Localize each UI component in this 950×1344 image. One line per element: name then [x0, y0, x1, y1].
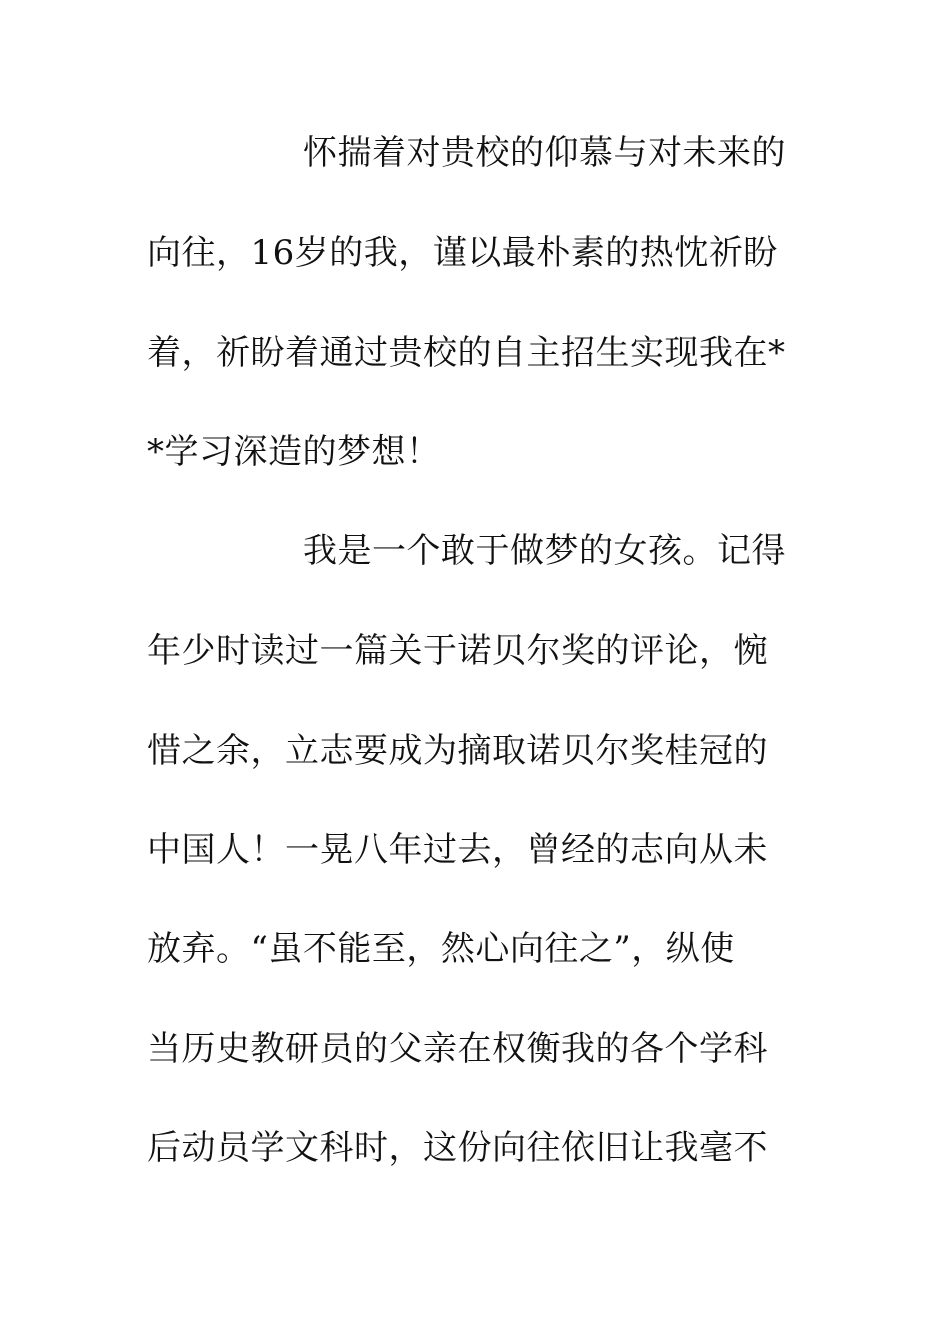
paragraph-1-line-4: *学习深造的梦想！ — [147, 432, 441, 472]
paragraph-2-line-2: 年少时读过一篇关于诺贝尔奖的评论，惋 — [147, 631, 768, 671]
paragraph-2-line-3: 惜之余，立志要成为摘取诺贝尔奖桂冠的 — [147, 731, 768, 771]
paragraph-2-line-7: 后动员学文科时，这份向往依旧让我毫不 — [147, 1128, 768, 1168]
paragraph-2-line-6: 当历史教研员的父亲在权衡我的各个学科 — [147, 1029, 768, 1069]
paragraph-2-line-4: 中国人！一晃八年过去，曾经的志向从未 — [147, 830, 768, 870]
paragraph-1-line-1: 怀揣着对贵校的仰慕与对未来的 — [303, 133, 786, 173]
paragraph-1-line-3: 着，祈盼着通过贵校的自主招生实现我在* — [147, 333, 786, 373]
paragraph-2-line-5: 放弃。“虽不能至，然心向往之”，纵使 — [147, 929, 735, 969]
paragraph-2-line-1: 我是一个敢于做梦的女孩。记得 — [303, 531, 786, 571]
paragraph-1-line-2: 向往，16岁的我，谨以最朴素的热忱祈盼 — [147, 233, 778, 273]
